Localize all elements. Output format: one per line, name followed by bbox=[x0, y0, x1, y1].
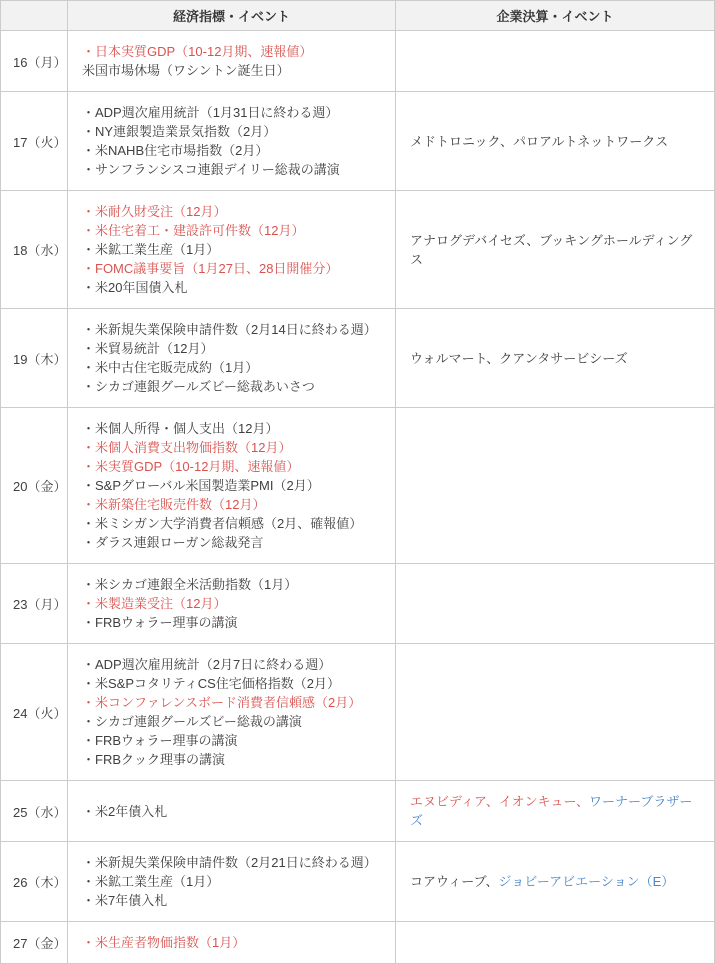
table-row bbox=[1, 191, 715, 309]
table-body bbox=[1, 31, 715, 964]
corp-event-line bbox=[410, 231, 700, 269]
table-row bbox=[1, 31, 715, 92]
company-name: メドトロニック、パロアルトネットワークス bbox=[410, 133, 669, 149]
economic-events-cell bbox=[68, 644, 396, 781]
econ-event-line: ・米鉱工業生産（1月） bbox=[82, 874, 220, 889]
table-row bbox=[1, 564, 715, 644]
econ-event-line: ・米製造業受注（12月） bbox=[82, 596, 227, 611]
corporate-events-cell bbox=[396, 31, 715, 92]
date-cell: 23（月） bbox=[1, 564, 68, 644]
econ-event-line: ・米7年債入札 bbox=[82, 893, 168, 908]
company-link[interactable]: ジョビーアビエーション（E） bbox=[498, 874, 675, 889]
econ-event-line: ・米S&PコタリティCS住宅価格指数（2月） bbox=[82, 676, 341, 691]
header-corporate-events: 企業決算・イベント bbox=[396, 1, 715, 31]
table-header bbox=[1, 1, 715, 31]
economic-events-cell bbox=[68, 922, 396, 964]
corporate-events-cell bbox=[396, 842, 715, 922]
econ-event-line: ・米2年債入札 bbox=[82, 803, 168, 819]
header-row bbox=[1, 1, 715, 31]
econ-event-line: ・FRBウォラー理事の講演 bbox=[82, 733, 238, 748]
econ-event-line: ・日本実質GDP（10-12月期、速報値） bbox=[82, 44, 313, 59]
table-row bbox=[1, 644, 715, 781]
economic-events-cell bbox=[68, 564, 396, 644]
econ-event-line: ・米貿易統計（12月） bbox=[82, 341, 214, 356]
econ-event-line: ・米実質GDP（10-12月期、速報値） bbox=[82, 459, 300, 474]
corp-event-line bbox=[410, 132, 700, 151]
economic-events-cell bbox=[68, 31, 396, 92]
econ-event-line: ・FOMC議事要旨（1月27日、28日開催分） bbox=[82, 261, 339, 276]
econ-event-line: 米国市場休場（ワシントン誕生日） bbox=[82, 63, 290, 78]
econ-event-line: ・S&Pグローバル米国製造業PMI（2月） bbox=[82, 478, 320, 493]
company-link[interactable]: ワーナーブラザーズ bbox=[410, 794, 693, 828]
company-name[interactable]: イオンキュー、 bbox=[498, 794, 590, 809]
table-row bbox=[1, 309, 715, 408]
corporate-events-cell bbox=[396, 191, 715, 309]
table-row bbox=[1, 408, 715, 564]
header-economic-events: 経済指標・イベント bbox=[68, 1, 396, 31]
corporate-events-cell bbox=[396, 922, 715, 964]
econ-event-line: ・米ミシガン大学消費者信頼感（2月、確報値） bbox=[82, 516, 363, 531]
econ-event-line: ・シカゴ連銀グールズビー総裁の講演 bbox=[82, 714, 302, 729]
economic-events-cell bbox=[68, 842, 396, 922]
econ-event-line: ・米コンファレンスボード消費者信頼感（2月） bbox=[82, 695, 362, 710]
date-cell: 17（火） bbox=[1, 92, 68, 191]
corporate-events-cell bbox=[396, 309, 715, 408]
econ-event-line: ・米中古住宅販売成約（1月） bbox=[82, 360, 259, 375]
date-cell: 16（月） bbox=[1, 31, 68, 92]
econ-event-line: ・ADP週次雇用統計（2月7日に終わる週） bbox=[82, 657, 332, 672]
econ-event-line: ・FRBクック理事の講演 bbox=[82, 752, 226, 767]
header-date-column bbox=[1, 1, 68, 31]
date-cell: 26（木） bbox=[1, 842, 68, 922]
econ-event-line: ・米住宅着工・建設許可件数（12月） bbox=[82, 223, 305, 238]
company-name: アナログデバイセズ、ブッキングホールディングス bbox=[410, 232, 693, 267]
corp-event-line bbox=[410, 872, 700, 891]
econ-event-line: ・FRBウォラー理事の講演 bbox=[82, 615, 238, 630]
econ-event-line: ・シカゴ連銀グールズビー総裁あいさつ bbox=[82, 379, 315, 394]
econ-event-line: ・ADP週次雇用統計（1月31日に終わる週） bbox=[82, 105, 339, 120]
econ-event-line: ・サンフランシスコ連銀デイリー総裁の講演 bbox=[82, 162, 340, 177]
econ-event-line: ・NY連銀製造業景気指数（2月） bbox=[82, 124, 277, 139]
econ-event-line: ・米20年国債入札 bbox=[82, 280, 188, 295]
corporate-events-cell bbox=[396, 644, 715, 781]
date-cell: 25（水） bbox=[1, 781, 68, 842]
econ-event-line: ・米シカゴ連銀全米活動指数（1月） bbox=[82, 577, 298, 592]
date-cell: 18（水） bbox=[1, 191, 68, 309]
corporate-events-cell bbox=[396, 408, 715, 564]
econ-event-line: ・米個人所得・個人支出（12月） bbox=[82, 421, 279, 436]
econ-event-line: ・米個人消費支出物価指数（12月） bbox=[82, 440, 292, 455]
econ-event-line: ・米NAHB住宅市場指数（2月） bbox=[82, 143, 269, 158]
date-cell: 27（金） bbox=[1, 922, 68, 964]
corp-event-line bbox=[410, 349, 700, 368]
corporate-events-cell bbox=[396, 564, 715, 644]
table-row bbox=[1, 781, 715, 842]
table-row bbox=[1, 842, 715, 922]
corporate-events-cell bbox=[396, 781, 715, 842]
economic-events-cell bbox=[68, 191, 396, 309]
econ-event-line: ・米新規失業保険申請件数（2月14日に終わる週） bbox=[82, 322, 377, 337]
date-cell: 24（火） bbox=[1, 644, 68, 781]
corporate-events-cell bbox=[396, 92, 715, 191]
economic-events-cell bbox=[68, 781, 396, 842]
econ-event-line: ・米生産者物価指数（1月） bbox=[82, 935, 246, 950]
econ-event-line: ・米新築住宅販売件数（12月） bbox=[82, 497, 266, 512]
economic-events-cell bbox=[68, 92, 396, 191]
company-name[interactable]: エヌビディア、 bbox=[410, 794, 499, 809]
table-row bbox=[1, 92, 715, 191]
company-name: コアウィーブ、 bbox=[410, 874, 499, 889]
econ-event-line: ・ダラス連銀ローガン総裁発言 bbox=[82, 535, 264, 550]
table-row bbox=[1, 922, 715, 964]
company-name: ウォルマート、クアンタサービシーズ bbox=[410, 350, 628, 366]
economic-events-cell bbox=[68, 408, 396, 564]
corp-event-line bbox=[410, 792, 700, 830]
econ-event-line: ・米耐久財受注（12月） bbox=[82, 204, 227, 219]
date-cell: 20（金） bbox=[1, 408, 68, 564]
date-cell: 19（木） bbox=[1, 309, 68, 408]
economic-events-cell bbox=[68, 309, 396, 408]
econ-event-line: ・米新規失業保険申請件数（2月21日に終わる週） bbox=[82, 855, 377, 870]
econ-event-line: ・米鉱工業生産（1月） bbox=[82, 242, 220, 257]
